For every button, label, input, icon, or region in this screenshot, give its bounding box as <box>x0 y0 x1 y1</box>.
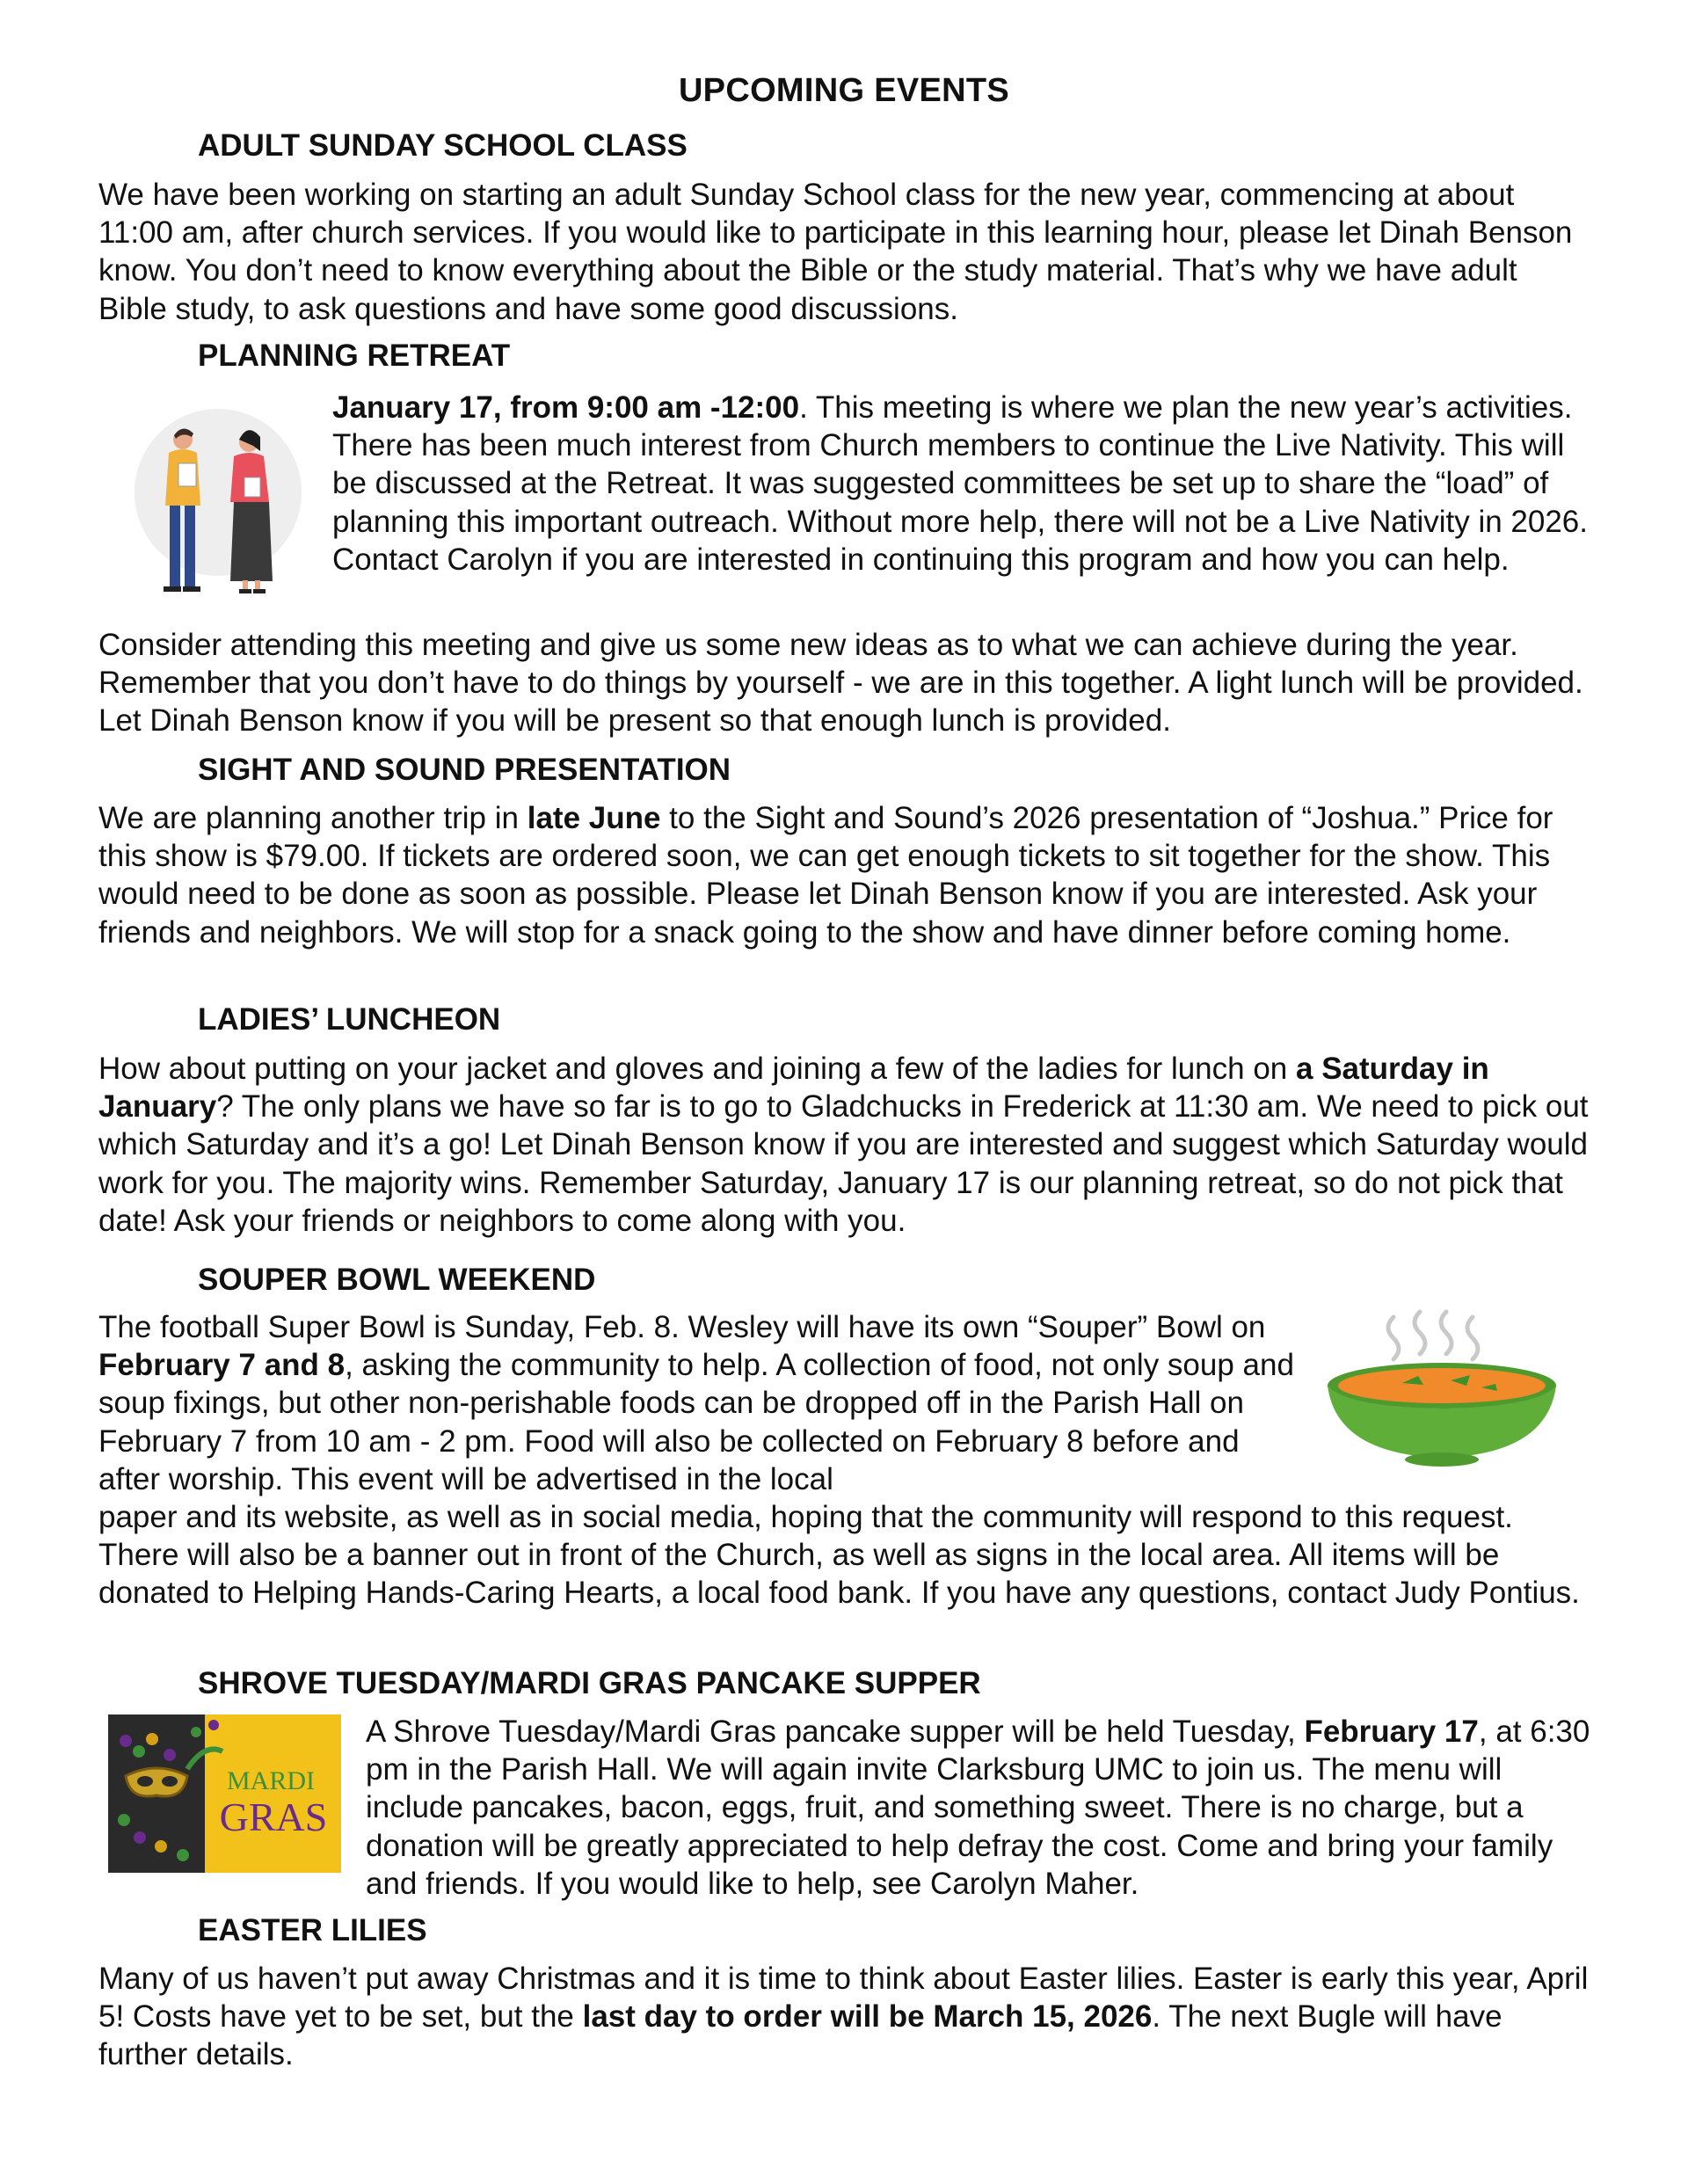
mardi-gras-image <box>108 1714 341 1873</box>
souper-bowl-body: The football Super Bowl is Sunday, Feb. 8. Wesley will have its own “Souper” Bowl on February 7 and 8, asking the community to help. A collection of food, not only soup and soup fixings, but other non-perishable foods can be dropped off in the Parish Hall on February 7 from 10 am - 2 pm. Food will also be collected on February 8 before and after worship. This event will be advertised in the local <box>98 1310 1294 1496</box>
planning-retreat-heading: PLANNING RETREAT <box>198 339 511 373</box>
retreat-date: January 17, from 9:00 am -12:00 <box>332 390 800 425</box>
adult-sunday-body: We have been working on starting an adult Sunday School class for the new year, commencing at about 11:00 am, after church services. If you would like to participate in this learning hour, please let Dinah Benson know. You don’t need to know everything about the Bible or the study material. That’s why we have adult Bible study, to ask questions and have some good discussions. <box>98 178 1573 326</box>
illustration-backdrop <box>135 409 302 576</box>
shrove-tuesday-body: A Shrove Tuesday/Mardi Gras pancake supper will be held Tuesday, February 17, at 6:30 pm in the Parish Hall. We will again invite Clarksburg UMC to join us. The menu will include pancakes, bacon, eggs, fruit, and something sweet. There is no charge, but a donation will be greatly appreciated to help defray the cost. Come and bring your family and friends. If you would like to help, see Carolyn Maher. <box>366 1714 1590 1901</box>
sight-sound-body: We are planning another trip in late June to the Sight and Sound’s 2026 presentation of “Joshua.” Price for this show is $79.00. If tickets are ordered soon, we can get enough tickets to sit together for the show. This would need to be done as soon as possible. Please let Dinah Benson know if you are interested. Ask your friends and neighbors. We will stop for a snack going to the show and have dinner before coming home. <box>98 801 1553 950</box>
planning-retreat-body: January 17, from 9:00 am -12:00. This meeting is where we plan the new year’s activities. There has been much interest from Church members to continue the Live Nativity. This will be discussed at the Retreat. It was suggested committees be set up to share the “load” of planning this important outreach. Without more help, there will not be a Live Nativity in 2026. Contact Carolyn if you are interested in continuing this program and how you can help. <box>332 390 1588 577</box>
shrove-tuesday-heading: SHROVE TUESDAY/MARDI GRAS PANCAKE SUPPER <box>198 1666 981 1700</box>
gras-image-text: GRAS <box>219 1795 328 1839</box>
easter-lilies-body: Many of us haven’t put away Christmas and it is time to think about Easter lilies. Easter is early this year, April 5! Costs have yet to be set, but the last day to order will be March 15, 2026. The next Bugle will have further details. <box>98 1962 1589 2072</box>
ladies-luncheon-heading: LADIES’ LUNCHEON <box>198 1002 501 1037</box>
page-title: UPCOMING EVENTS <box>678 72 1010 109</box>
souper-bowl-heading: SOUPER BOWL WEEKEND <box>198 1263 596 1297</box>
mardi-image-text: MARDI <box>226 1766 316 1795</box>
meeting-illustration <box>130 400 306 611</box>
soup-bowl-illustration <box>1319 1299 1565 1475</box>
adult-sunday-heading: ADULT SUNDAY SCHOOL CLASS <box>198 128 688 163</box>
sight-sound-heading: SIGHT AND SOUND PRESENTATION <box>198 753 731 787</box>
ladies-luncheon-body: How about putting on your jacket and gloves and joining a few of the ladies for lunch on a Saturday in January? The only plans we have so far is to go to Gladchucks in Frederick at 11:30 am. We need to pick out which Saturday and it’s a go! Let Dinah Benson know if you are interested and suggest which Saturday would work for you. The majority wins. Remember Saturday, January 17 is our planning retreat, so do not pick that date! Ask your friends or neighbors to come along with you. <box>98 1052 1589 1238</box>
planning-retreat-body-2: Consider attending this meeting and give us some new ideas as to what we can achieve during the year. Remember that you don’t have to do things by yourself - we are in this together. A light lunch will be provided. Let Dinah Benson know if you will be present so that enough lunch is provided. <box>98 628 1583 739</box>
souper-bowl-body-2: paper and its website, as well as in social media, hoping that the community will respond to this request. There will also be a banner out in front of the Church, as well as signs in the local area. All items will be donated to Helping Hands-Caring Hearts, a local food bank. If you have any questions, contact Judy Pontius. <box>98 1500 1580 1611</box>
easter-lilies-heading: EASTER LILIES <box>198 1913 427 1947</box>
